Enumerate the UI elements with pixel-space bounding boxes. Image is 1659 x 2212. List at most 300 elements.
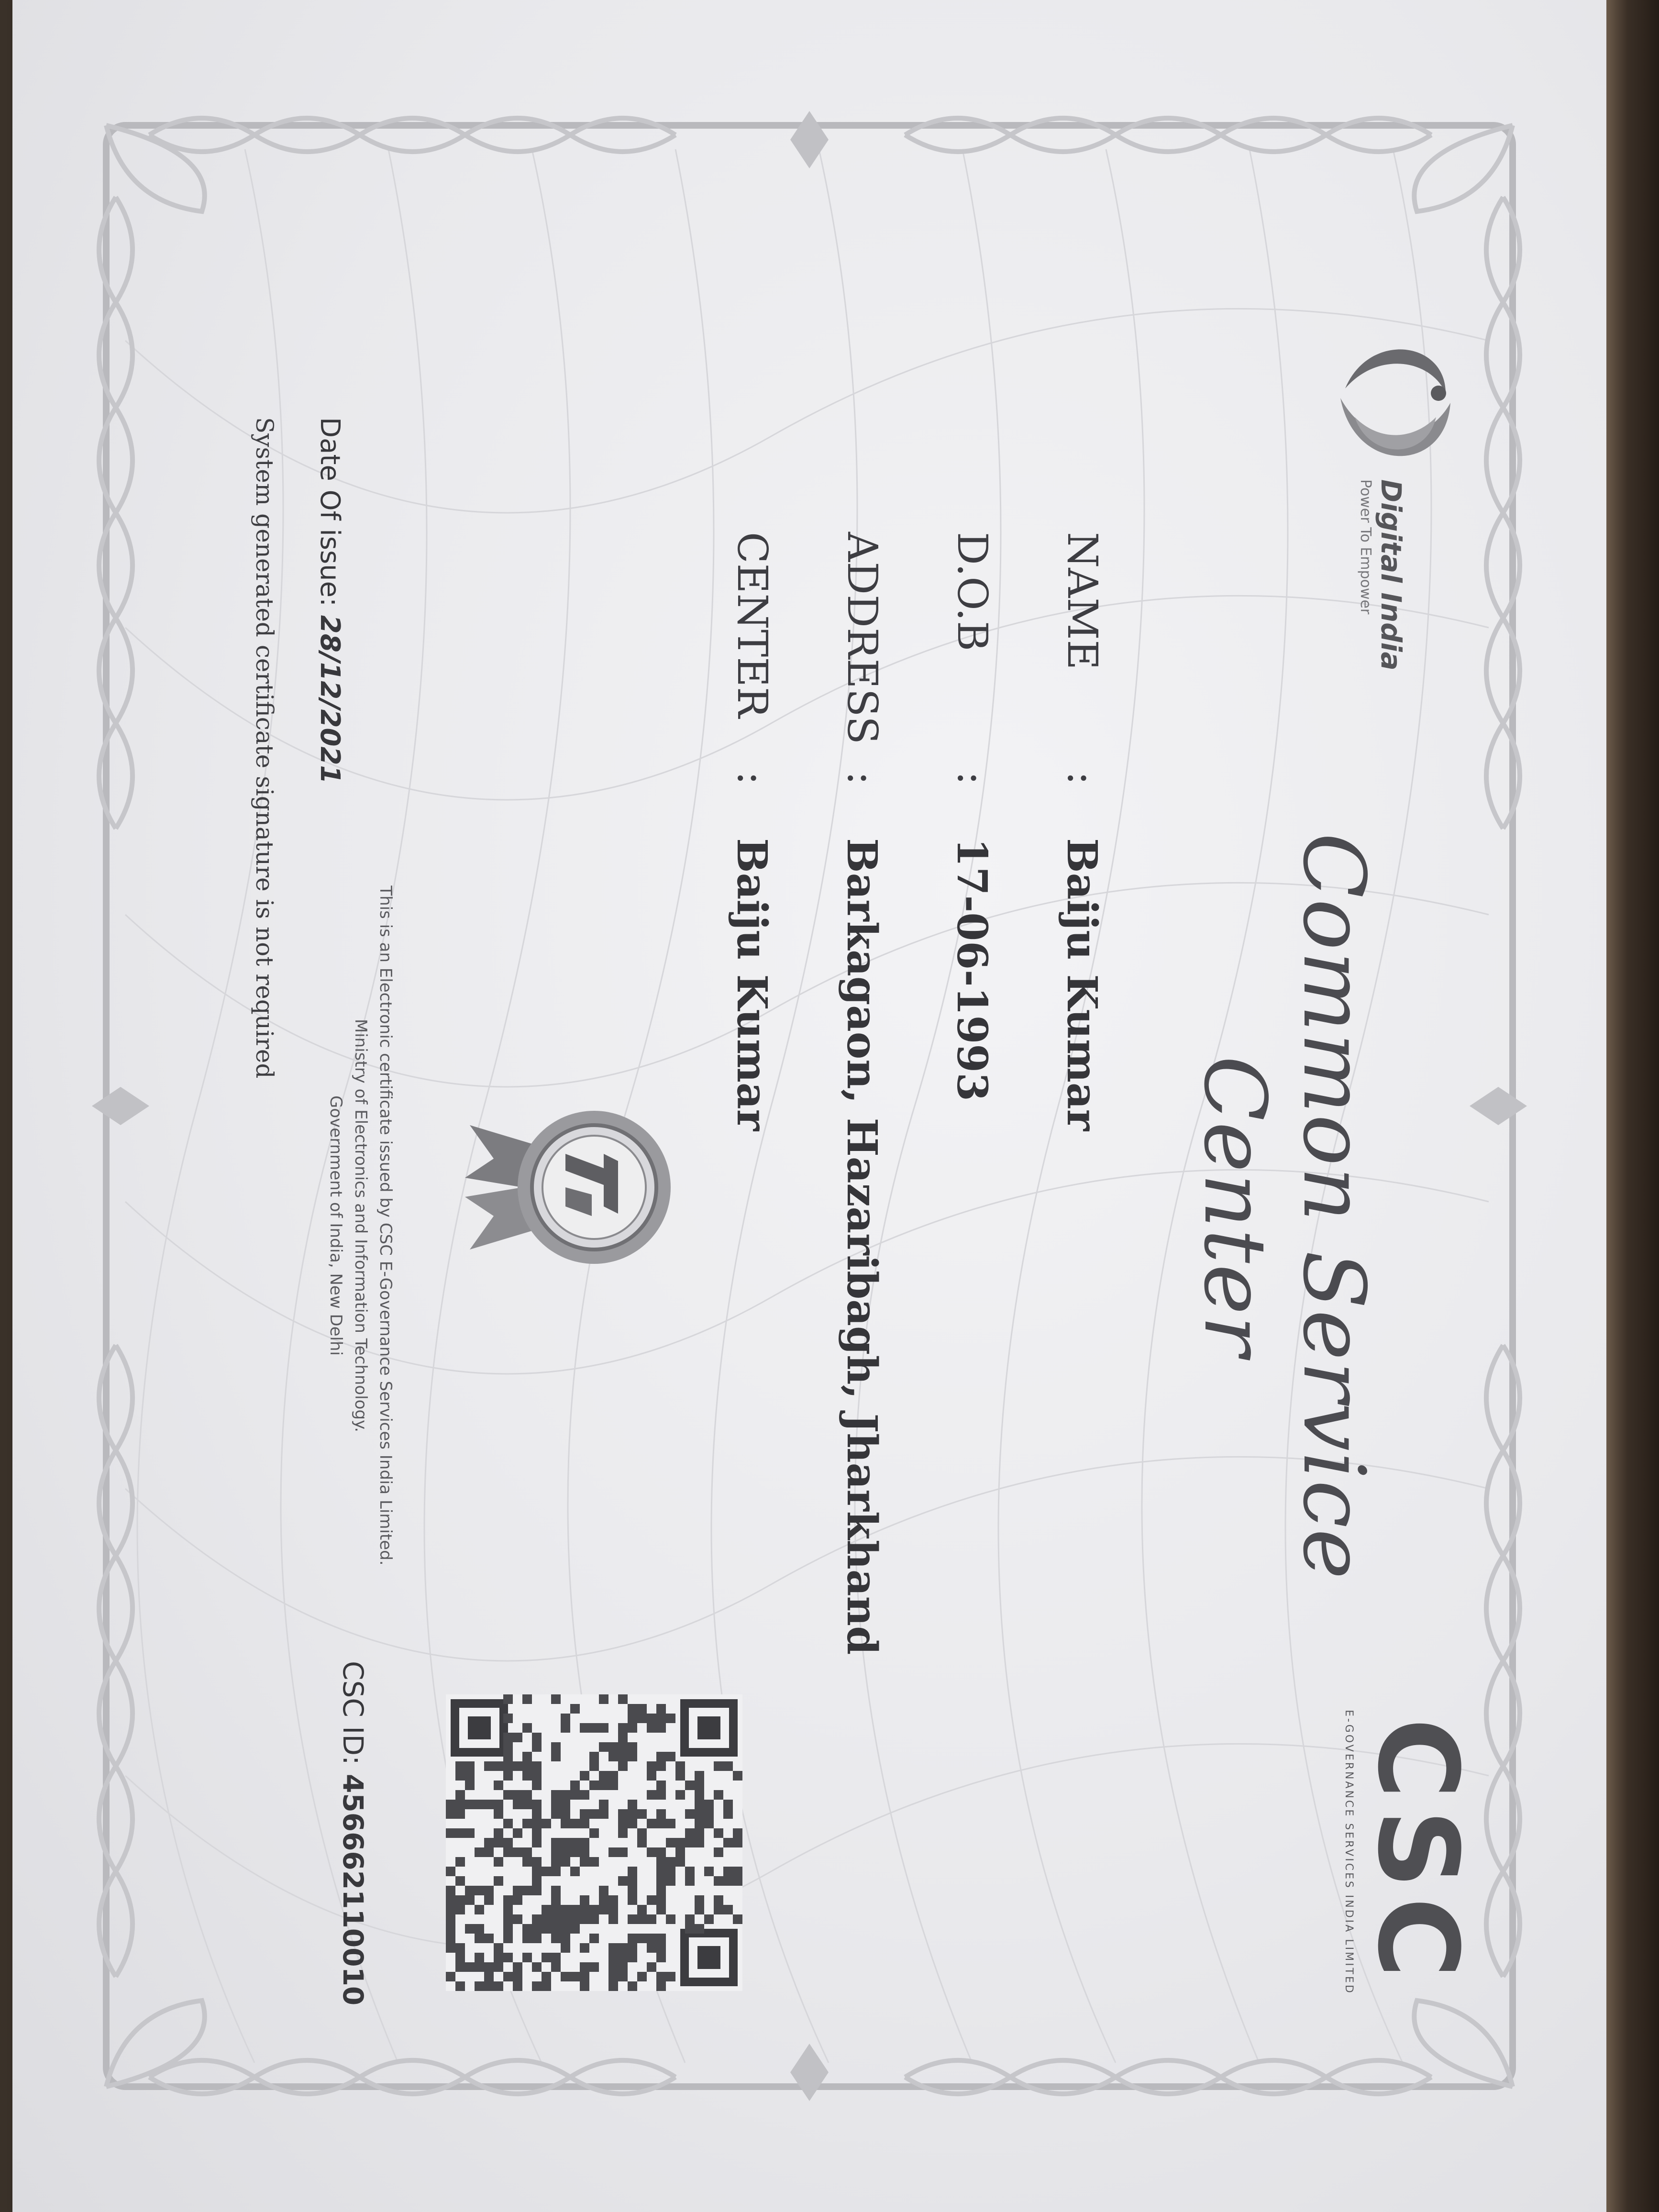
qr-module (599, 1694, 608, 1704)
qr-module (714, 1905, 723, 1914)
qr-module (455, 1800, 465, 1809)
qr-module (484, 1981, 494, 1991)
qr-module (608, 1914, 618, 1924)
qr-module (599, 1742, 608, 1752)
qr-module (542, 1819, 551, 1828)
qr-module (532, 1886, 542, 1895)
qr-module (446, 1886, 455, 1895)
qr-module (618, 1752, 628, 1761)
qr-module (695, 1809, 704, 1819)
qr-module (561, 1905, 570, 1914)
qr-module (446, 1800, 455, 1809)
qr-module (503, 1838, 513, 1847)
qr-module (589, 1723, 599, 1733)
qr-module (522, 1771, 532, 1781)
qr-module (475, 1962, 484, 1972)
footer-line-2: Ministry of Electronics and Information Technology. (351, 1018, 370, 1433)
qr-module (637, 1905, 647, 1914)
qr-module (599, 1809, 608, 1819)
qr-module (494, 1781, 503, 1790)
qr-module (628, 1914, 637, 1924)
qr-module (733, 1838, 742, 1847)
qr-module (494, 1838, 503, 1847)
qr-module (513, 1895, 522, 1905)
qr-module (503, 1714, 513, 1723)
qr-module (666, 1867, 675, 1876)
qr-module (647, 1723, 656, 1733)
qr-module (551, 1934, 561, 1943)
qr-module (455, 1761, 465, 1771)
qr-module (465, 1962, 475, 1972)
qr-module (580, 1857, 589, 1867)
qr-module (608, 1962, 618, 1972)
qr-module (455, 1981, 465, 1991)
qr-module (580, 1962, 589, 1972)
qr-module (532, 1761, 542, 1771)
qr-module (522, 1886, 532, 1895)
qr-module (656, 1857, 666, 1867)
qr-module (446, 1914, 455, 1924)
qr-module (608, 1943, 618, 1953)
qr-module (675, 1761, 685, 1771)
qr-module (599, 1800, 608, 1809)
qr-module (580, 1847, 589, 1857)
qr-module (580, 1819, 589, 1828)
qr-module (599, 1771, 608, 1781)
qr-module (675, 1790, 685, 1800)
date-of-issue (314, 417, 345, 784)
digital-india-tagline: Power To Empower (1357, 479, 1374, 615)
field-value-center: Baiju Kumar (728, 838, 776, 1131)
csc-id-label: CSC ID: (337, 1661, 369, 1765)
qr-module (522, 1761, 532, 1771)
qr-module (455, 1943, 465, 1953)
qr-module (704, 1867, 714, 1876)
qr-module (561, 1857, 570, 1867)
qr-module (465, 1800, 475, 1809)
qr-module (695, 1819, 704, 1828)
qr-module (542, 1953, 551, 1962)
qr-module (656, 1714, 666, 1723)
field-colon: : (1058, 771, 1106, 785)
qr-module (599, 1886, 608, 1895)
qr-module (570, 1924, 580, 1934)
qr-module (551, 1694, 561, 1704)
qr-module (532, 1924, 542, 1934)
qr-module (532, 1809, 542, 1819)
qr-module (656, 1953, 666, 1962)
qr-module (503, 1914, 513, 1924)
qr-module (494, 1761, 503, 1771)
qr-module (618, 1953, 628, 1962)
qr-module (465, 1761, 475, 1771)
qr-module (446, 1895, 455, 1905)
qr-module (503, 1819, 513, 1828)
qr-module (570, 1781, 580, 1790)
qr-module (599, 1895, 608, 1905)
footer-line-3: Government of India, New Delhi (326, 1095, 345, 1356)
qr-module (580, 1914, 589, 1924)
qr-module (599, 1781, 608, 1790)
qr-module (723, 1876, 733, 1886)
qr-module (513, 1790, 522, 1800)
qr-module (637, 1838, 647, 1847)
qr-module (532, 1800, 542, 1809)
qr-module (647, 1934, 656, 1943)
qr-module (513, 1962, 522, 1972)
qr-module (637, 1914, 647, 1924)
qr-module (580, 1895, 589, 1905)
field-row-address (833, 532, 886, 1680)
qr-module (666, 1914, 675, 1924)
qr-module (685, 1828, 695, 1838)
qr-module (723, 1905, 733, 1914)
qr-module (733, 1828, 742, 1838)
qr-module (475, 1953, 484, 1962)
qr-module (656, 1876, 666, 1886)
qr-module (513, 1886, 522, 1895)
qr-module (656, 1752, 666, 1761)
qr-module (570, 1704, 580, 1714)
qr-module (503, 1972, 513, 1981)
qr-module (494, 1981, 503, 1991)
qr-module (628, 1886, 637, 1895)
qr-module (656, 1867, 666, 1876)
qr-module (733, 1876, 742, 1886)
qr-module (513, 1733, 522, 1742)
qr-module (628, 1876, 637, 1886)
qr-module (455, 1809, 465, 1819)
qr-module (618, 1962, 628, 1972)
qr-module (733, 1867, 742, 1876)
field-value-address: Barkagaon, Hazaribagh, Jharkhand (838, 838, 886, 1655)
footer-line-1: This is an Electronic certificate issued by CSC E-Governance Services India Limited. (376, 885, 395, 1566)
qr-module (455, 1962, 465, 1972)
digital-india-title: Digital India (1375, 479, 1407, 671)
qr-module (714, 1828, 723, 1838)
qr-module (666, 1752, 675, 1761)
qr-module (608, 1905, 618, 1914)
qr-module (589, 1857, 599, 1867)
qr-module (542, 1924, 551, 1934)
field-colon: : (728, 771, 776, 785)
qr-module (589, 1828, 599, 1838)
qr-module (608, 1953, 618, 1962)
csc-award-seal-icon (465, 1096, 675, 1278)
qr-module (513, 1828, 522, 1838)
qr-module (494, 1857, 503, 1867)
qr-module (704, 1809, 714, 1819)
qr-module (522, 1857, 532, 1867)
qr-module (503, 1934, 513, 1943)
certificate-title: Common Service Center (1185, 832, 1383, 1581)
qr-module (685, 1809, 695, 1819)
qr-module (475, 1905, 484, 1914)
qr-module (723, 1761, 733, 1771)
qr-module (618, 1972, 628, 1981)
qr-module (589, 1752, 599, 1761)
qr-module (513, 1981, 522, 1991)
qr-module (522, 1819, 532, 1828)
qr-module (494, 1876, 503, 1886)
qr-module (465, 1781, 475, 1790)
qr-module (704, 1800, 714, 1809)
qr-module (561, 1972, 570, 1981)
qr-module (685, 1876, 695, 1886)
qr-module (704, 1914, 714, 1924)
qr-module (522, 1847, 532, 1857)
table-surface-left (0, 0, 12, 2212)
qr-module (647, 1771, 656, 1781)
qr-module (637, 1809, 647, 1819)
qr-module (580, 1943, 589, 1953)
csc-id-value: 456662110010 (337, 1774, 369, 2006)
qr-module (656, 1723, 666, 1733)
qr-module (656, 1761, 666, 1771)
csc-logo-subtitle: E-GOVERNANCE SERVICES INDIA LIMITED (1343, 1710, 1355, 1995)
qr-module (618, 1742, 628, 1752)
qr-module (542, 1867, 551, 1876)
qr-module (666, 1876, 675, 1886)
qr-module (551, 1914, 561, 1924)
qr-module (551, 1867, 561, 1876)
qr-module (580, 1723, 589, 1733)
qr-module (551, 1838, 561, 1847)
qr-module (618, 1943, 628, 1953)
qr-module (714, 1876, 723, 1886)
qr-module (656, 1847, 666, 1857)
qr-module (532, 1876, 542, 1886)
qr-module (608, 1771, 618, 1781)
qr-module (455, 1953, 465, 1962)
qr-module (656, 1981, 666, 1991)
certificate-paper (12, 0, 1606, 2212)
qr-module (628, 1934, 637, 1943)
qr-module (532, 1838, 542, 1847)
qr-module (484, 1847, 494, 1857)
qr-module (608, 1752, 618, 1761)
qr-module (656, 1943, 666, 1953)
qr-module (446, 1943, 455, 1953)
qr-module (484, 1886, 494, 1895)
qr-module (561, 1790, 570, 1800)
date-of-issue-label: Date Of issue: (314, 417, 345, 607)
qr-module (647, 1819, 656, 1828)
qr-module (675, 1857, 685, 1867)
qr-module (494, 1962, 503, 1972)
qr-module (484, 1972, 494, 1981)
qr-module (618, 1694, 628, 1704)
qr-module (475, 1981, 484, 1991)
qr-module (503, 1771, 513, 1781)
qr-module (465, 1828, 475, 1838)
qr-module (628, 1742, 637, 1752)
qr-module (561, 1809, 570, 1819)
qr-module (551, 1953, 561, 1962)
qr-module (570, 1905, 580, 1914)
qr-module (675, 1847, 685, 1857)
qr-module (561, 1943, 570, 1953)
qr-module (647, 1962, 656, 1972)
qr-module (522, 1752, 532, 1761)
field-label-address: ADDRESS (838, 532, 886, 744)
field-label-dob: D.O.B (948, 532, 996, 652)
qr-module (656, 1809, 666, 1819)
qr-module (522, 1694, 532, 1704)
qr-module (551, 1857, 561, 1867)
system-generated-note: System generated certificate signature is not required (251, 417, 278, 1079)
qr-module (723, 1800, 733, 1809)
qr-module (503, 1790, 513, 1800)
qr-module (484, 1761, 494, 1771)
qr-module (714, 1895, 723, 1905)
qr-module (484, 1838, 494, 1847)
qr-module (628, 1819, 637, 1828)
qr-module (455, 1771, 465, 1781)
qr-module (618, 1828, 628, 1838)
qr-module (695, 1781, 704, 1790)
qr-module (532, 1857, 542, 1867)
qr-module (628, 1752, 637, 1761)
qr-module (532, 1742, 542, 1752)
qr-module (494, 1809, 503, 1819)
qr-module (532, 1981, 542, 1991)
qr-module (446, 1924, 455, 1934)
qr-module (570, 1867, 580, 1876)
qr-module (580, 1809, 589, 1819)
qr-module (446, 1809, 455, 1819)
qr-module (685, 1867, 695, 1876)
qr-module (656, 1790, 666, 1800)
qr-module (494, 1943, 503, 1953)
qr-module (695, 1790, 704, 1800)
csc-id (337, 1661, 369, 2005)
qr-module (561, 1723, 570, 1733)
qr-module (647, 1895, 656, 1905)
qr-module (503, 1847, 513, 1857)
digital-india-swirl-icon (1321, 321, 1465, 475)
qr-module (695, 1800, 704, 1809)
qr-module (522, 1800, 532, 1809)
qr-module (542, 1972, 551, 1981)
qr-module (666, 1819, 675, 1828)
qr-module (551, 1962, 561, 1972)
qr-module (561, 1800, 570, 1809)
qr-module (589, 1914, 599, 1924)
qr-module (685, 1914, 695, 1924)
qr-module (570, 1847, 580, 1857)
field-label-center: CENTER (728, 532, 776, 718)
qr-module (618, 1847, 628, 1857)
qr-module (503, 1953, 513, 1962)
qr-module (675, 1838, 685, 1847)
qr-module (446, 1934, 455, 1943)
qr-module (513, 1914, 522, 1924)
qr-module (542, 1914, 551, 1924)
qr-module (637, 1714, 647, 1723)
qr-module (637, 1972, 647, 1981)
qr-module (494, 1800, 503, 1809)
qr-module (455, 1895, 465, 1905)
csc-logo (1293, 1670, 1481, 2034)
qr-module (589, 1905, 599, 1914)
qr-module (723, 1838, 733, 1847)
qr-module (561, 1819, 570, 1828)
qr-module (666, 1857, 675, 1867)
qr-module (532, 1914, 542, 1924)
qr-module (551, 1905, 561, 1914)
qr-module (580, 1838, 589, 1847)
qr-module (475, 1924, 484, 1934)
qr-module (570, 1972, 580, 1981)
qr-module (618, 1819, 628, 1828)
qr-module (618, 1876, 628, 1886)
qr-module (532, 1771, 542, 1781)
qr-module (513, 1972, 522, 1981)
field-value-name: Baiju Kumar (1058, 838, 1106, 1131)
qr-module (465, 1771, 475, 1781)
certificate (34, 54, 1584, 2158)
qr-module (695, 1771, 704, 1781)
qr-module (551, 1800, 561, 1809)
qr-module (714, 1847, 723, 1857)
qr-module (570, 1914, 580, 1924)
qr-module (628, 1714, 637, 1723)
qr-module (695, 1838, 704, 1847)
qr-module (561, 1714, 570, 1723)
qr-module (618, 1733, 628, 1742)
qr-module (580, 1981, 589, 1991)
qr-module (647, 1847, 656, 1857)
qr-module (685, 1924, 695, 1934)
date-of-issue-value: 28/12/2021 (314, 615, 345, 784)
qr-module (695, 1905, 704, 1914)
qr-module (733, 1914, 742, 1924)
qr-module (647, 1943, 656, 1953)
qr-module (475, 1886, 484, 1895)
qr-module (561, 1934, 570, 1943)
qr-module (656, 1934, 666, 1943)
qr-module (455, 1790, 465, 1800)
qr-module (455, 1857, 465, 1867)
field-label-name: NAME (1058, 532, 1106, 670)
qr-module (503, 1733, 513, 1742)
qr-module (580, 1790, 589, 1800)
field-row-dob (943, 532, 996, 1680)
qr-module (695, 1895, 704, 1905)
qr-module (714, 1790, 723, 1800)
qr-module (503, 1752, 513, 1761)
qr-module (475, 1847, 484, 1857)
qr-module (656, 1819, 666, 1828)
qr-module (570, 1790, 580, 1800)
qr-module (522, 1723, 532, 1733)
qr-module (695, 1828, 704, 1838)
qr-module (580, 1771, 589, 1781)
qr-module (561, 1924, 570, 1934)
qr-module (656, 1781, 666, 1790)
qr-module (618, 1723, 628, 1733)
qr-module (475, 1800, 484, 1809)
qr-module (666, 1838, 675, 1847)
qr-module (551, 1895, 561, 1905)
qr-module (465, 1924, 475, 1934)
qr-module (608, 1895, 618, 1905)
qr-module (475, 1934, 484, 1943)
qr-module (628, 1953, 637, 1962)
qr-module (465, 1895, 475, 1905)
qr-module (628, 1943, 637, 1953)
